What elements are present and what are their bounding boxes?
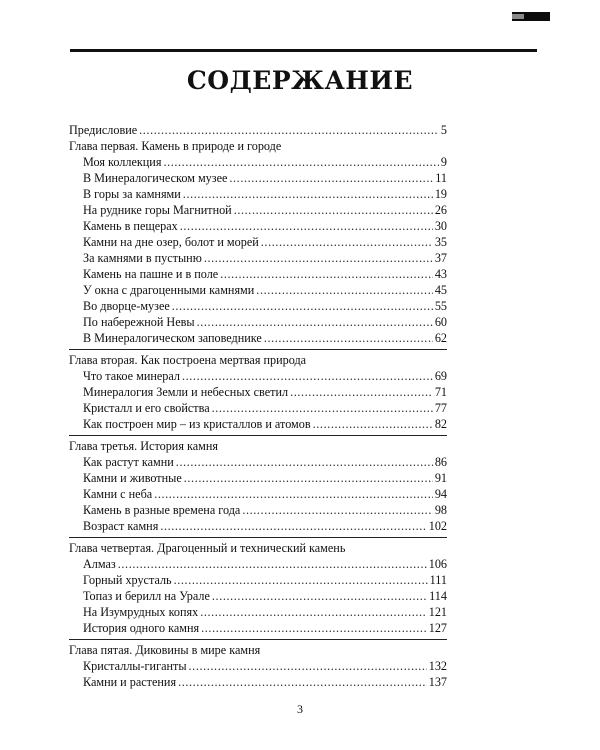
toc-entry-row[interactable] [69, 282, 447, 298]
toc-page-number: 37 [434, 251, 447, 265]
toc-page-number: 71 [434, 385, 447, 399]
dot-leader [313, 416, 433, 432]
toc-page-number: 137 [428, 675, 447, 689]
toc-entry-row[interactable] [69, 658, 447, 674]
toc-entry-title: Камни и растения [83, 675, 177, 689]
toc-page-number: 19 [434, 187, 447, 201]
toc-entry-row[interactable] [69, 416, 447, 432]
dot-leader [212, 588, 427, 604]
dot-leader [182, 368, 433, 384]
toc-entry-title: Минералогия Земли и небесных светил [83, 385, 289, 399]
toc-entry-row[interactable] [69, 202, 447, 218]
dot-leader [189, 658, 427, 674]
toc-entry-row[interactable] [69, 314, 447, 330]
toc-page-number: 9 [440, 155, 447, 169]
toc-entry-row[interactable] [69, 572, 447, 588]
dot-leader [256, 282, 433, 298]
toc-entry-title: Камни и животные [83, 471, 182, 485]
toc-entry-row[interactable] [69, 454, 447, 470]
toc-chapter-heading[interactable] [69, 138, 447, 154]
dot-leader [200, 604, 427, 620]
toc-entry-title: Во дворце-музее [83, 299, 170, 313]
toc-chapter-title: Глава первая. Камень в природе и городе [69, 139, 282, 153]
toc-page-number: 11 [435, 171, 447, 185]
toc-entry-title: История одного камня [83, 621, 200, 635]
toc-page-number: 127 [428, 621, 447, 635]
toc-page-number: 77 [434, 401, 447, 415]
dot-leader [163, 154, 438, 170]
toc-entry-row[interactable] [69, 400, 447, 416]
dot-leader [160, 518, 426, 534]
toc-entry-row[interactable] [69, 186, 447, 202]
toc-entry-row[interactable] [69, 502, 447, 518]
toc-page-number: 55 [434, 299, 447, 313]
toc-entry-row[interactable] [69, 470, 447, 486]
dot-leader [180, 218, 433, 234]
toc-entry-title: Горный хрусталь [83, 573, 172, 587]
toc-entry-title: По набережной Невы [83, 315, 195, 329]
toc-page-number: 43 [434, 267, 447, 281]
dot-leader [204, 250, 433, 266]
toc-entry-row[interactable] [69, 266, 447, 282]
dot-leader [118, 556, 427, 572]
dot-leader [154, 486, 433, 502]
dot-leader [212, 400, 433, 416]
toc-entry-title: Камень в пещерах [83, 219, 178, 233]
toc-entry-title: В Минералогическом музее [83, 171, 228, 185]
dot-leader [234, 202, 433, 218]
dot-leader [174, 572, 428, 588]
toc-chapter-title: Глава вторая. Как построена мертвая природа [69, 353, 307, 367]
toc-page-number: 114 [429, 589, 447, 603]
dot-leader [242, 502, 432, 518]
toc-entry-row[interactable] [69, 250, 447, 266]
toc-entry-row[interactable] [69, 556, 447, 572]
toc-entry-title: Камни на дне озер, болот и морей [83, 235, 259, 249]
toc-entry-title: В горы за камнями [83, 187, 181, 201]
toc-page-number: 102 [428, 519, 447, 533]
toc-chapter-heading[interactable] [69, 639, 447, 658]
top-rule [70, 49, 537, 52]
dot-leader [178, 674, 427, 690]
toc-entry-title: Топаз и берилл на Урале [83, 589, 210, 603]
toc-page-number: 91 [434, 471, 447, 485]
toc-chapter-heading[interactable] [69, 537, 447, 556]
toc-page-number: 111 [429, 573, 447, 587]
toc-entry-title: Кристаллы-гиганты [83, 659, 187, 673]
toc-entry-title: Что такое минерал [83, 369, 180, 383]
page-title: СОДЕРЖАНИЕ [186, 66, 414, 95]
toc-entry-row[interactable] [69, 330, 447, 346]
toc-entry-row[interactable] [69, 588, 447, 604]
toc-entry-title: Моя коллекция [83, 155, 162, 169]
toc-entry-row[interactable] [69, 154, 447, 170]
toc-entry-row[interactable] [69, 486, 447, 502]
toc-entry-title: Кристалл и его свойства [83, 401, 210, 415]
dot-leader [139, 122, 439, 138]
toc-page-number: 60 [434, 315, 447, 329]
toc-preface-row[interactable] [69, 122, 447, 138]
scan-corner-mark [512, 12, 550, 21]
toc-entry-title: На Изумрудных копях [83, 605, 199, 619]
dot-leader [183, 186, 433, 202]
dot-leader [184, 470, 433, 486]
toc-entry-title: Камни с неба [83, 487, 153, 501]
toc-page-number: 86 [434, 455, 447, 469]
toc-entry-row[interactable] [69, 384, 447, 400]
toc-page-number: 26 [434, 203, 447, 217]
toc-entry-title: Возраст камня [83, 519, 159, 533]
toc-entry-row[interactable] [69, 298, 447, 314]
toc-chapter-heading[interactable] [69, 349, 447, 368]
toc-entry-title: В Минералогическом заповеднике [83, 331, 262, 345]
dot-leader [290, 384, 433, 400]
toc-page-number: 94 [434, 487, 447, 501]
toc-entry-title: Камень на пашне и в поле [83, 267, 219, 281]
toc-entry-row[interactable] [69, 170, 447, 186]
toc-chapter-title: Глава четвертая. Драгоценный и технический камень [69, 541, 346, 555]
dot-leader [261, 234, 433, 250]
toc-entry-title: Алмаз [83, 557, 116, 571]
toc-page-number: 30 [434, 219, 447, 233]
toc-entry-title: У окна с драгоценными камнями [83, 283, 255, 297]
toc-entry-row[interactable] [69, 620, 447, 636]
toc-entry-row[interactable] [69, 368, 447, 384]
toc-entry-row[interactable] [69, 674, 447, 690]
toc-entry-title: Предисловие [69, 123, 138, 137]
toc-page-number: 132 [428, 659, 447, 673]
dot-leader [229, 170, 433, 186]
toc-entry-title: На руднике горы Магнитной [83, 203, 232, 217]
toc-entry-title: Как растут камни [83, 455, 174, 469]
toc-page-number: 5 [440, 123, 447, 137]
toc-page-number: 106 [428, 557, 447, 571]
page-number-footer: 3 [297, 702, 303, 716]
dot-leader [220, 266, 433, 282]
toc-page-number: 62 [434, 331, 447, 345]
toc-entry-row[interactable] [69, 518, 447, 534]
toc-entry-title: Как построен мир – из кристаллов и атомов [83, 417, 311, 431]
toc-entry-row[interactable] [69, 218, 447, 234]
toc-chapter-title: Глава третья. История камня [69, 439, 218, 453]
table-of-contents [69, 122, 447, 690]
dot-leader [176, 454, 433, 470]
toc-page-number: 69 [434, 369, 447, 383]
toc-entry-title: Камень в разные времена года [83, 503, 241, 517]
toc-page-number: 121 [428, 605, 447, 619]
dot-leader [172, 298, 433, 314]
toc-entry-title: За камнями в пустыню [83, 251, 202, 265]
dot-leader [264, 330, 433, 346]
toc-page-number: 45 [434, 283, 447, 297]
toc-page-number: 98 [434, 503, 447, 517]
toc-entry-row[interactable] [69, 604, 447, 620]
toc-chapter-heading[interactable] [69, 435, 447, 454]
toc-page-number: 82 [434, 417, 447, 431]
dot-leader [197, 314, 433, 330]
toc-page-number: 35 [434, 235, 447, 249]
toc-entry-row[interactable] [69, 234, 447, 250]
dot-leader [201, 620, 427, 636]
toc-chapter-title: Глава пятая. Диковины в мире камня [69, 643, 261, 657]
